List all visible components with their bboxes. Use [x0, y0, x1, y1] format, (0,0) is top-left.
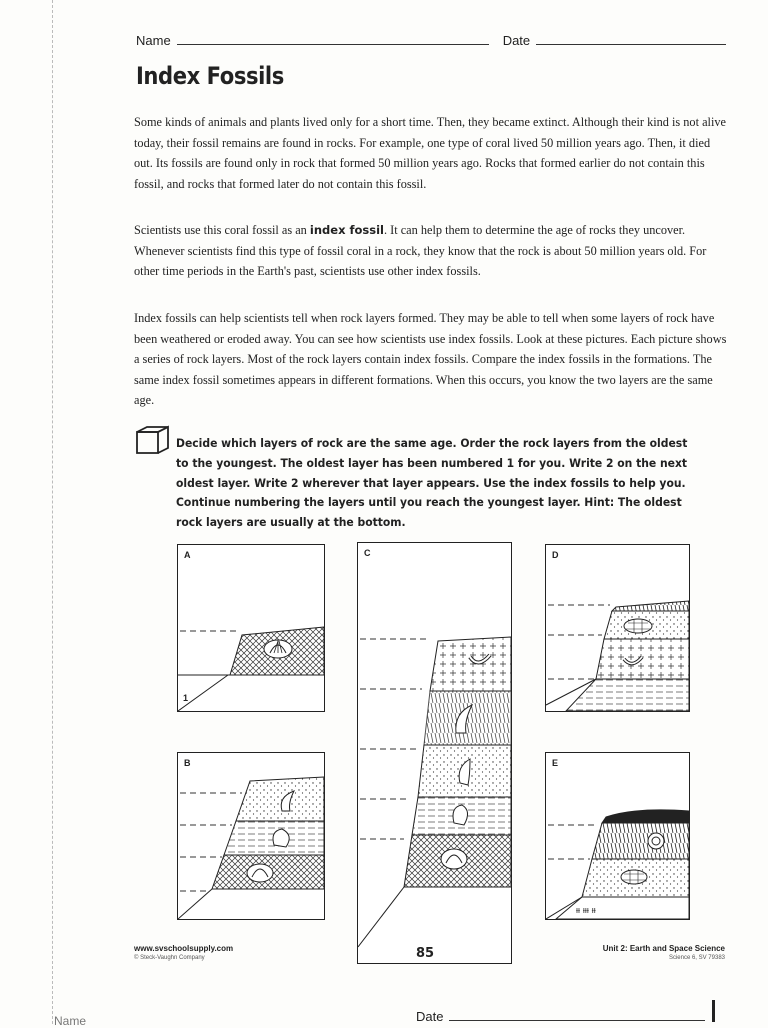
panel-a-label: A [184, 550, 191, 560]
footer-website: www.svschoolsupply.com [134, 944, 234, 953]
next-page-date-label: Date [416, 1009, 444, 1024]
next-page-name-label: Name [54, 1014, 87, 1028]
paragraph-1: Some kinds of animals and plants lived only for a short time. Then, they became extinct. Although their kind is not alive today, their fossil remains are found in rocks. For example, one type of coral lived 50 million years ago. Then, it died out. Its fossils are found only in rock that formed 50 million years ago. Rocks that formed earlier do not contain this fossil, and rocks that formed later do not contain this fossil. [134, 115, 726, 191]
paragraph-2 [134, 220, 730, 282]
panel-a-layer-number: 1 [183, 693, 189, 703]
margin-dashed-line [52, 0, 54, 1024]
page-number: 85 [416, 946, 435, 961]
page-edge-mark [712, 1000, 715, 1022]
panel-e-label: E [552, 758, 559, 768]
footer-code: Science 6, SV 79383 [668, 955, 725, 961]
index-fossil-term: index fossil [309, 223, 384, 237]
panel-b-label: B [184, 758, 191, 768]
panel-c-diagram [358, 543, 511, 963]
panel-c [357, 542, 512, 964]
panel-b-diagram [178, 753, 324, 919]
paragraph-2-start: Scientists use this coral fossil as an [134, 223, 310, 237]
name-label: Name [136, 33, 171, 48]
svg-text:ᵼᵼ ᵼᵼᵼ ᵼᵼ: ᵼᵼ ᵼᵼᵼ ᵼᵼ [576, 906, 596, 916]
paragraph-2-end: . It can help them to determine the age of rocks they uncover. Whenever scientists find this type of fossil coral in a rock, they know that the rock is about 50 million years old. For other time periods in the Earth's past, scientists use other index fossils. [134, 223, 707, 278]
panel-c-label: C [364, 548, 371, 558]
cube-icon [134, 424, 174, 456]
paragraph-3: Index fossils can help scientists tell when rock layers formed. They may be able to tell when some layers of rock have been weathered or eroded away. You can see how scientists use index fossils. Look at these pictures. Each picture shows a series of rock layers. Most of the rock layers contain index fossils. Compare the index fossils in the formations. The same index fossil sometimes appears in different formations. When this occurs, you know the two layers are the same age. [134, 311, 727, 407]
panel-d-diagram [546, 545, 689, 711]
panel-e-diagram [546, 753, 689, 919]
panel-a [177, 544, 325, 712]
panel-a-diagram [178, 545, 324, 711]
footer-unit: Unit 2: Earth and Space Science [602, 944, 725, 953]
panel-d-label: D [552, 550, 559, 560]
name-field[interactable] [177, 44, 489, 45]
date-label: Date [502, 33, 531, 48]
panel-e [545, 752, 690, 920]
next-page-date-field[interactable] [449, 1020, 705, 1021]
panel-b [177, 752, 325, 920]
page-title: Index Fossils [136, 62, 284, 90]
name-date-header [136, 33, 728, 48]
activity-instructions: Decide which layers of rock are the same age. Order the rock layers from the oldest to the youngest. The oldest layer has been numbered 1 for you. Write 2 on the next oldest layer. Write 2 wherever that layer appears. Use the index fossils to help you. Continue numbering the layers until you reach the youngest layer. Hint: The oldest rock layers are usually at the bottom. [176, 436, 688, 530]
date-field[interactable] [536, 44, 726, 45]
panel-d [545, 544, 690, 712]
footer-copyright: © Steck-Vaughn Company [134, 955, 205, 961]
next-page-date [416, 1009, 705, 1024]
